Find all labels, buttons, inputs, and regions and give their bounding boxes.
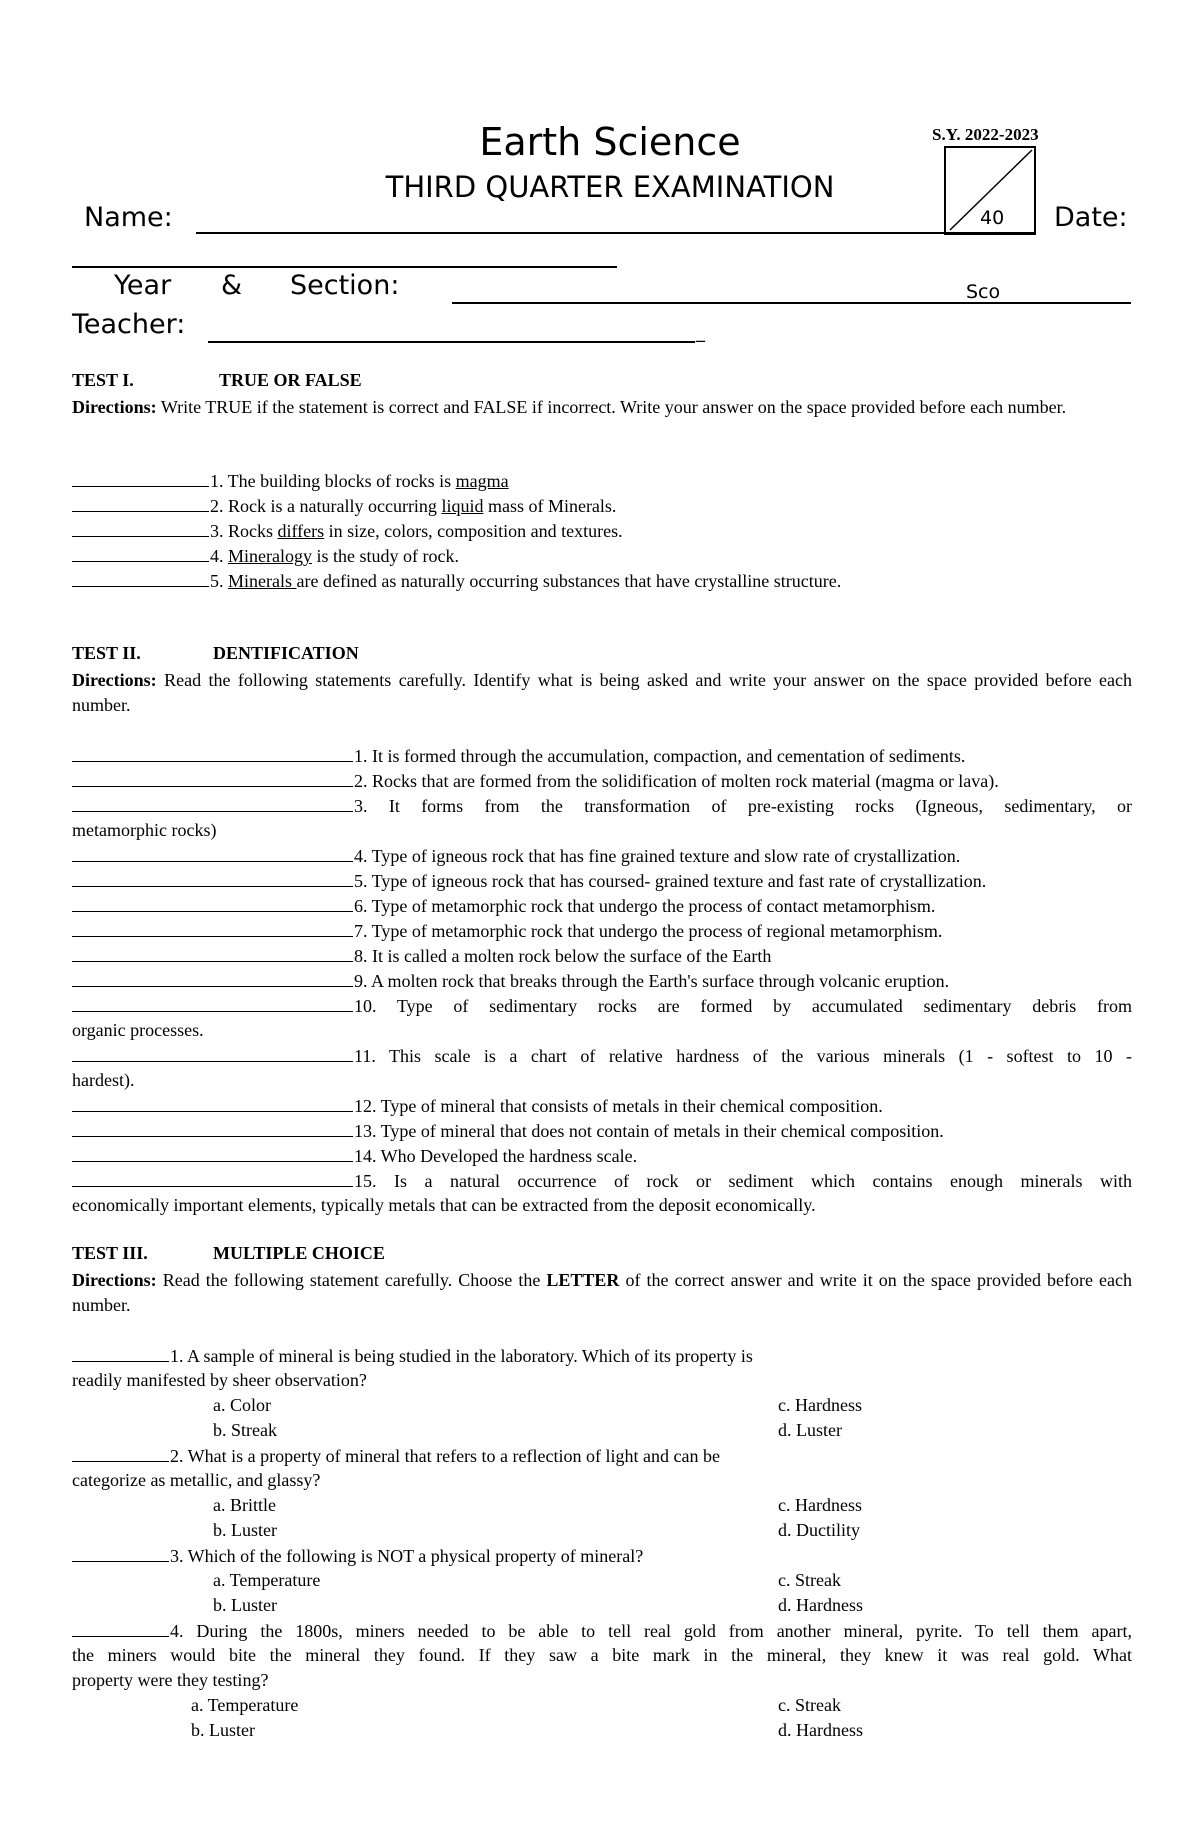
year-section-field[interactable] <box>452 302 1131 304</box>
name-label: Name: <box>84 202 173 233</box>
test2-item-15: 15. Is a natural occurrence of rock or sediment which contains enough minerals with <box>72 1168 1132 1194</box>
test3-title: MULTIPLE CHOICE <box>213 1243 385 1263</box>
q4-option-c[interactable]: c. Streak <box>778 1695 841 1715</box>
test2-directions <box>72 668 1132 718</box>
q4-option-d[interactable]: d. Hardness <box>778 1720 863 1740</box>
amp-label: & <box>221 270 243 301</box>
answer-blank[interactable] <box>72 468 209 487</box>
answer-blank[interactable] <box>72 543 209 562</box>
q1-option-d[interactable]: d. Luster <box>778 1420 842 1440</box>
answer-blank[interactable] <box>72 843 353 862</box>
answer-blank[interactable] <box>72 918 353 937</box>
test3-q1-cont: readily manifested by sheer observation? <box>72 1370 367 1390</box>
answer-blank[interactable] <box>72 968 353 987</box>
test2-item-4: 4. Type of igneous rock that has fine grained texture and slow rate of crystallization. <box>72 843 1132 869</box>
test3-directions: Directions: Read the following statement carefully. Choose the LETTER of the correct answer and write it on the space provided before each number. <box>72 1270 1133 1315</box>
q4-option-b[interactable]: b. Luster <box>191 1720 255 1740</box>
q4-option-a[interactable]: a. Temperature <box>191 1695 299 1715</box>
q1-option-a[interactable]: a. Color <box>213 1395 271 1415</box>
test1-directions-label: Directions: <box>72 397 157 417</box>
teacher-field[interactable] <box>208 341 695 343</box>
name-field[interactable] <box>196 232 1035 234</box>
test1-item-1: 1. The building blocks of rocks is magma <box>72 468 1132 494</box>
test2-number: TEST II. <box>72 643 141 663</box>
test1-directions <box>72 395 1132 420</box>
test1-item-5: 5. Minerals are defined as naturally occurring substances that have crystalline structure. <box>72 568 1132 594</box>
q2-option-d[interactable]: d. Ductility <box>778 1520 860 1540</box>
exam-subject: Earth Science <box>479 120 741 164</box>
test2-item-10-cont: organic processes. <box>72 1020 204 1040</box>
test1-item-3: 3. Rocks differs in size, colors, composition and textures. <box>72 518 1132 544</box>
test2-item-6: 6. Type of metamorphic rock that undergo the process of contact metamorphism. <box>72 893 1132 919</box>
answer-blank[interactable] <box>72 1443 169 1462</box>
answer-blank[interactable] <box>72 768 353 787</box>
score-total: 40 <box>980 207 1005 229</box>
test2-item-11-cont: hardest). <box>72 1070 135 1090</box>
test3-directions-label: Directions: <box>72 1270 157 1290</box>
q3-option-b[interactable]: b. Luster <box>213 1595 277 1615</box>
answer-blank[interactable] <box>72 568 209 587</box>
test2-item-8: 8. It is called a molten rock below the surface of the Earth <box>72 943 1132 969</box>
exam-title: THIRD QUARTER EXAMINATION <box>385 170 835 204</box>
answer-blank[interactable] <box>72 1618 169 1637</box>
answer-blank[interactable] <box>72 743 353 762</box>
answer-blank[interactable] <box>72 493 209 512</box>
test2-item-5: 5. Type of igneous rock that has coursed- grained texture and fast rate of crystallization. <box>72 868 1132 894</box>
answer-blank[interactable] <box>72 893 353 912</box>
score-label: Sco <box>966 281 1001 303</box>
test2-title: DENTIFICATION <box>213 643 359 663</box>
q2-option-c[interactable]: c. Hardness <box>778 1495 862 1515</box>
test1-item-2: 2. Rock is a naturally occurring liquid mass of Minerals. <box>72 493 1132 519</box>
test2-item-2: 2. Rocks that are formed from the solidification of molten rock material (magma or lava). <box>72 768 1132 794</box>
answer-blank[interactable] <box>72 518 209 537</box>
test2-item-9: 9. A molten rock that breaks through the Earth's surface through volcanic eruption. <box>72 968 1132 994</box>
answer-blank[interactable] <box>72 1543 169 1562</box>
test2-item-3-cont: metamorphic rocks) <box>72 820 217 840</box>
test2-item-11: 11. This scale is a chart of relative hardness of the various minerals (1 - softest to 10 - <box>72 1043 1132 1069</box>
q1-option-c[interactable]: c. Hardness <box>778 1395 862 1415</box>
test2-item-3: 3. It forms from the transformation of pre-existing rocks (Igneous, sedimentary, or <box>72 793 1132 819</box>
answer-blank[interactable] <box>72 1093 353 1112</box>
test2-item-12: 12. Type of mineral that consists of metals in their chemical composition. <box>72 1093 1132 1119</box>
test2-item-14: 14. Who Developed the hardness scale. <box>72 1143 1132 1169</box>
test2-directions-text: Read the following statements carefully. Identify what is being asked and write your answer on the space provided before each number. <box>72 670 1133 715</box>
q3-option-a[interactable]: a. Temperature <box>213 1570 321 1590</box>
q2-option-a[interactable]: a. Brittle <box>213 1495 276 1515</box>
date-label: Date: <box>1054 202 1128 233</box>
answer-blank[interactable] <box>72 1343 169 1362</box>
test1-item-4: 4. Mineralogy is the study of rock. <box>72 543 1132 569</box>
q1-option-b[interactable]: b. Streak <box>213 1420 277 1440</box>
test3-q4-cont2: property were they testing? <box>72 1670 269 1690</box>
test2-item-10: 10. Type of sedimentary rocks are formed by accumulated sedimentary debris from <box>72 993 1132 1019</box>
test3-q4: 4. During the 1800s, miners needed to be able to tell real gold from another mineral, pyrite. To tell them apart, <box>72 1618 1132 1644</box>
school-year: S.Y. 2022-2023 <box>932 125 1039 144</box>
answer-blank[interactable] <box>72 943 353 962</box>
answer-blank[interactable] <box>72 1168 353 1187</box>
score-box[interactable] <box>944 146 1036 235</box>
test3-q2-cont: categorize as metallic, and glassy? <box>72 1470 321 1490</box>
test1-number: TEST I. <box>72 370 134 390</box>
section-label: Section: <box>290 270 400 301</box>
test3-q2: 2. What is a property of mineral that refers to a reflection of light and can be <box>72 1443 1132 1469</box>
answer-blank[interactable] <box>72 868 353 887</box>
test3-q3: 3. Which of the following is NOT a physical property of mineral? <box>72 1543 1132 1569</box>
q3-option-d[interactable]: d. Hardness <box>778 1595 863 1615</box>
answer-blank[interactable] <box>72 993 353 1012</box>
test2-item-13: 13. Type of mineral that does not contain of metals in their chemical composition. <box>72 1118 1132 1144</box>
test3-number: TEST III. <box>72 1243 148 1263</box>
teacher-trail: _ <box>696 322 705 343</box>
test1-directions-text: Write TRUE if the statement is correct and FALSE if incorrect. Write your answer on the space provided before each number. <box>160 397 1067 417</box>
test2-directions-label: Directions: <box>72 670 157 690</box>
q2-option-b[interactable]: b. Luster <box>213 1520 277 1540</box>
test2-item-7: 7. Type of metamorphic rock that undergo the process of regional metamorphism. <box>72 918 1132 944</box>
year-label: Year <box>114 270 172 301</box>
q3-option-c[interactable]: c. Streak <box>778 1570 841 1590</box>
test3-q1: 1. A sample of mineral is being studied in the laboratory. Which of its property is <box>72 1343 1132 1369</box>
answer-blank[interactable] <box>72 793 353 812</box>
answer-blank[interactable] <box>72 1118 353 1137</box>
answer-blank[interactable] <box>72 1043 353 1062</box>
test1-title: TRUE OR FALSE <box>219 370 362 390</box>
test2-item-15-cont: economically important elements, typically metals that can be extracted from the deposit economically. <box>72 1195 816 1215</box>
answer-blank[interactable] <box>72 1143 353 1162</box>
date-field[interactable] <box>72 266 617 268</box>
test3-q4-cont: the miners would bite the mineral they found. If they saw a bite mark in the mineral, they knew it was real gold. What <box>72 1645 1132 1665</box>
teacher-label: Teacher: <box>72 309 186 340</box>
test2-item-1: 1. It is formed through the accumulation, compaction, and cementation of sediments. <box>72 743 1132 769</box>
